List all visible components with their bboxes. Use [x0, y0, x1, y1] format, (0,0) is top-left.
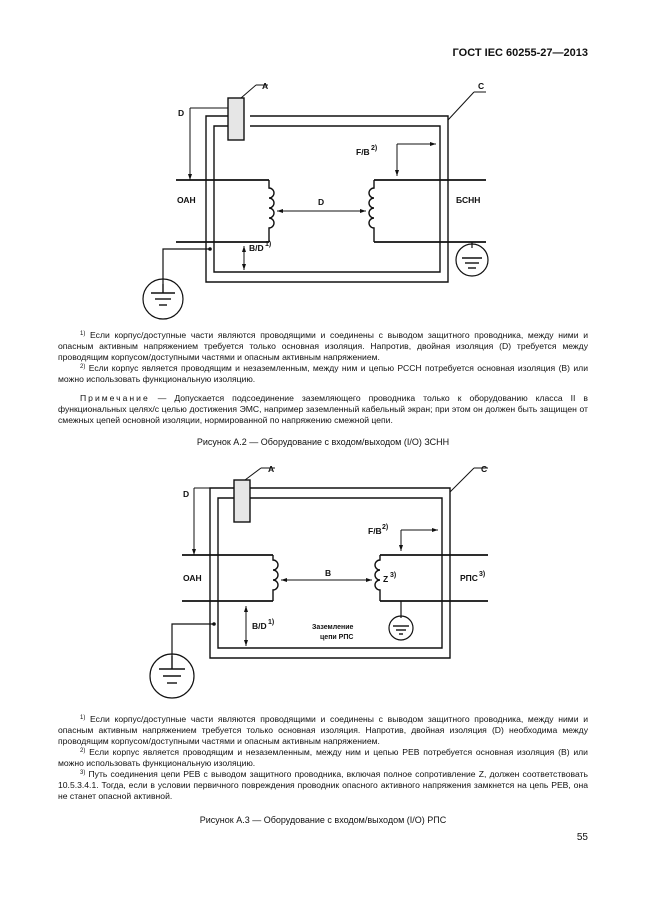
a2-coil-left: [269, 180, 274, 242]
a3-label-ground-1: Заземление: [312, 624, 354, 631]
a3-label-z-sup: 3): [390, 572, 397, 579]
a2-connector-a: [228, 98, 244, 140]
figure-a3-diagram: [0, 458, 646, 708]
a2-label-bd-sup: 1): [265, 241, 272, 248]
a2-footnote-1: $^{1)}$ Если корпус/доступные части являются проводящими и соединены с выводом защитного проводника, между ними и опасным активным напряжением требуется только основная изоляция. Напротив, двойная изоляция (D) требуется между проводящим корпусом/доступными частями и опасным активным напряжением.: [58, 330, 588, 362]
a3-connector-a: [234, 480, 250, 522]
a2-enclosure-outer: [206, 116, 448, 282]
a3-label-fb-sup: 2): [382, 524, 389, 531]
a2-coil-right: [369, 180, 374, 242]
a2-enclosure-inner: [214, 126, 440, 272]
a3-label-b: B: [325, 568, 332, 578]
a3-label-d: D: [183, 489, 190, 499]
figure-a2-diagram: [0, 70, 646, 320]
a2-label-d-mid: D: [318, 197, 325, 207]
a3-footnote-3: $^{3)}$ Путь соединения цепи РЕВ с выводом защитного проводника, включая полное сопротивление Z, должен соответствовать 10.5.3.4.1. Тогда, если в условии первичного повреждения проводник опасного активного напряжения замкнется на цепь РЕВ, она не станет опасной активной.: [58, 769, 588, 801]
a2-label-d: D: [178, 108, 185, 118]
a3-label-rps: РПС: [460, 573, 478, 583]
a2-label-a: A: [262, 81, 269, 91]
a2-note: Примечание — Допускается подсоединение заземляющего проводника только к оборудованию класса II в функциональных целях/с целью достижения ЭМС, например заземленный кабельный экран; при этом он должен быть защищен от смежных цепей основной изоляции, нормированной по напряжению смежной цепи.: [58, 393, 588, 425]
a2-label-oan: ОАН: [177, 195, 196, 205]
a2-footnote-2: $^{2)}$ Если корпус является проводящим и незаземленным, между ним и цепью РССН потребуется основная изоляция (B) или можно использовать функциональную изоляцию.: [58, 363, 588, 384]
page-number: 55: [576, 832, 588, 843]
notes-a3: [58, 714, 588, 802]
a3-coil-right: [375, 555, 380, 601]
document-standard-header: ГОСТ IEC 60255-27—2013: [452, 47, 588, 59]
a3-footnote-2: $^{2)}$ Если корпус является проводящим и незаземленным, между ним и цепью РЕВ потребуется основная изоляция (B) или можно использовать функциональную изоляцию.: [58, 747, 588, 768]
caption-a2: Рисунок А.2 — Оборудование с входом/выходом (I/O) ЗСНН: [196, 437, 450, 447]
a3-label-fb: F/B: [368, 526, 382, 536]
a3-label-bd-sup: 1): [268, 619, 275, 626]
a3-label-a: A: [268, 464, 275, 474]
a3-label-z: Z: [383, 574, 389, 584]
notes-a2: [58, 330, 588, 426]
a3-footnote-1: $^{1)}$ Если корпус/доступные части являются проводящими и соединены с выводом защитного проводника, между ними и опасным активным напряжением требуется только основная изоляция. Напротив, двойная изоляция (D) необходима между проводящим корпусом/доступными частями и опасным активным напряжением.: [58, 714, 588, 746]
a3-label-ground-2: цепи РПС: [320, 634, 354, 641]
a3-label-c: C: [481, 464, 488, 474]
a2-label-bd: B/D: [249, 243, 264, 253]
a2-label-fb-sup: 2): [371, 145, 378, 152]
a2-label-fb: F/B: [356, 147, 370, 157]
a3-label-oan: ОАН: [183, 573, 202, 583]
caption-a3: Рисунок А.3 — Оборудование с входом/выходом (I/O) РПС: [199, 815, 447, 825]
figure-a3: [0, 458, 646, 708]
a2-label-bsnn: БСНН: [456, 195, 481, 205]
a3-label-bd: B/D: [252, 621, 267, 631]
figure-a2: [0, 70, 646, 320]
a3-label-rps-sup: 3): [479, 571, 486, 578]
a3-coil-left: [273, 555, 278, 601]
a2-label-c: C: [478, 81, 485, 91]
